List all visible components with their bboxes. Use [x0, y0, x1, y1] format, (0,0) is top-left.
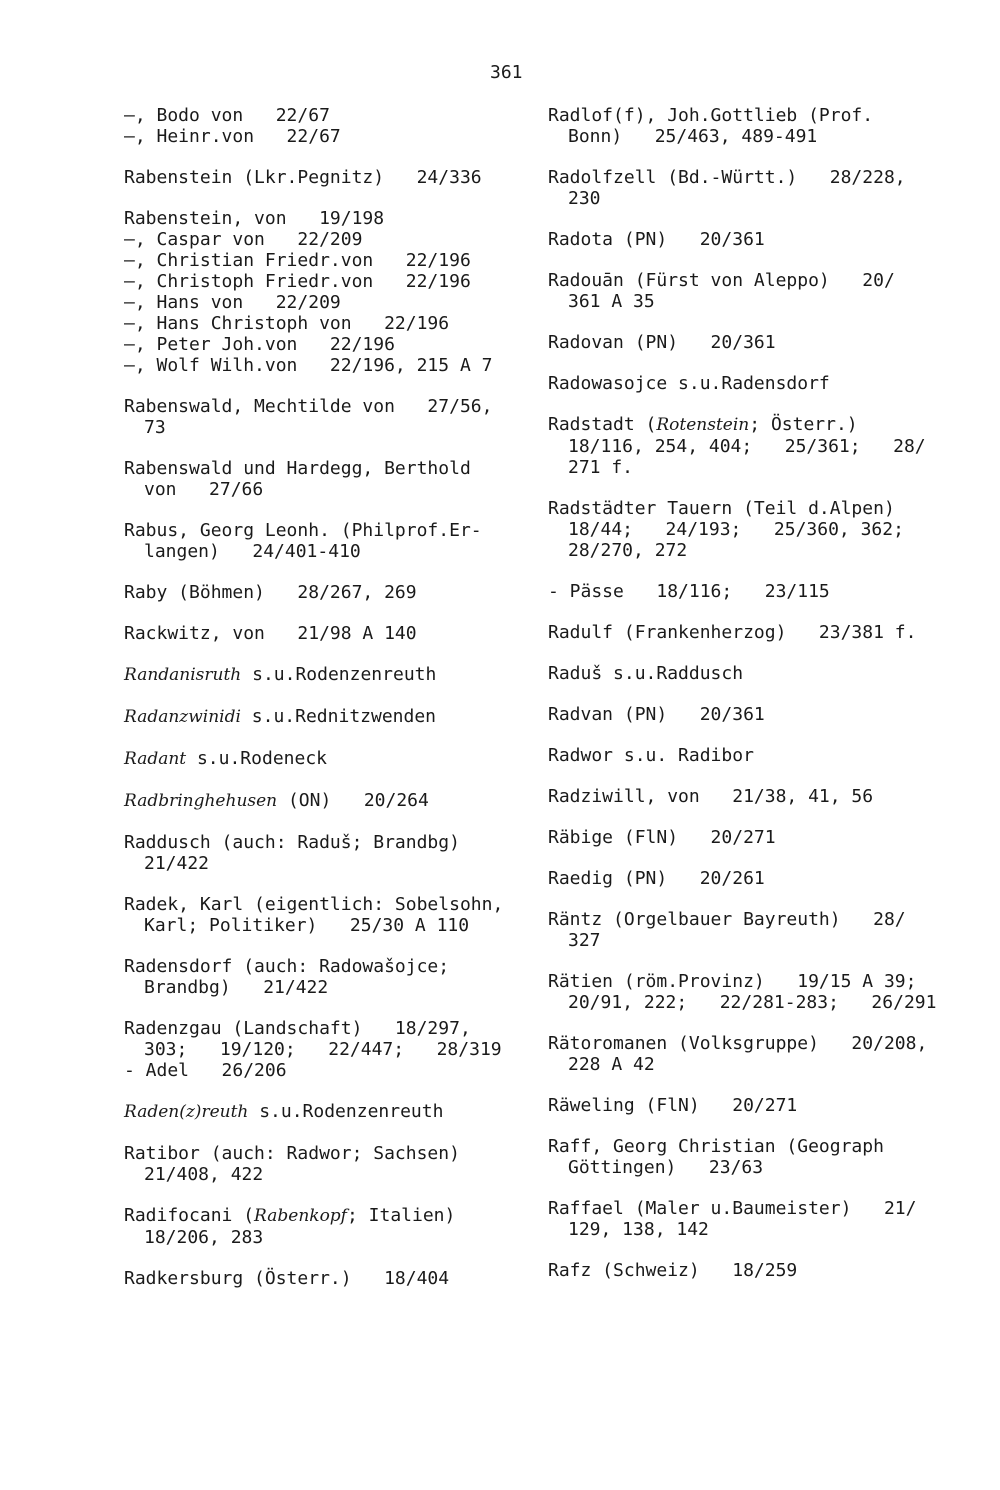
index-entry	[124, 520, 544, 562]
entry-text: Raffael (Maler u.Baumeister) 21/	[548, 1198, 917, 1219]
index-entry	[548, 1095, 988, 1116]
entry-text: Radek, Karl (eigentlich: Sobelsohn,	[124, 894, 504, 915]
index-entry	[124, 832, 544, 874]
index-entry	[124, 208, 544, 229]
entry-text: Radolfzell (Bd.-Württ.) 28/228,	[548, 167, 906, 188]
entry-text: - Pässe 18/116; 23/115	[548, 581, 830, 602]
entry-text: Radstadt (	[548, 414, 657, 435]
entry-text: Raddusch (auch: Raduš; Brandbg)	[124, 832, 460, 853]
entry-line	[124, 664, 544, 686]
entry-line	[548, 414, 988, 436]
entry-text: Radvan (PN) 20/361	[548, 704, 765, 725]
entry-line	[124, 417, 544, 438]
entry-line	[548, 1033, 988, 1054]
entry-text: Räweling (FlN) 20/271	[548, 1095, 798, 1116]
entry-line	[124, 706, 544, 728]
entry-text: 18/206, 283	[144, 1227, 264, 1248]
entry-line	[548, 270, 988, 291]
index-column-left	[124, 105, 544, 1309]
entry-line	[124, 355, 544, 376]
index-entry	[548, 105, 988, 147]
entry-text: —, Hans Christoph von 22/196	[124, 313, 450, 334]
index-entry	[124, 105, 544, 126]
entry-line	[548, 992, 988, 1013]
entry-text: 21/408, 422	[144, 1164, 264, 1185]
entry-line	[548, 1095, 988, 1116]
entry-text: —, Heinr.von 22/67	[124, 126, 341, 147]
entry-line	[124, 167, 544, 188]
index-entry	[124, 894, 544, 936]
entry-line	[124, 853, 544, 874]
entry-line	[548, 971, 988, 992]
entry-line	[548, 457, 988, 478]
index-entry	[124, 313, 544, 334]
entry-text: Radziwill, von 21/38, 41, 56	[548, 786, 874, 807]
entry-text: s.u.Rodenzenreuth	[241, 664, 437, 685]
index-entry	[124, 126, 544, 147]
index-entry	[124, 250, 544, 271]
entry-italic-term: Rabenkopf	[254, 1206, 347, 1226]
entry-text: —, Hans von 22/209	[124, 292, 341, 313]
index-entry	[548, 909, 988, 951]
entry-line	[548, 581, 988, 602]
entry-text: Räbige (FlN) 20/271	[548, 827, 776, 848]
entry-line	[124, 894, 544, 915]
entry-text: Raduš s.u.Raddusch	[548, 663, 744, 684]
index-entry	[548, 868, 988, 889]
entry-text: 73	[144, 417, 166, 438]
entry-line	[548, 229, 988, 250]
index-entry	[124, 1018, 544, 1060]
entry-text: Radwor s.u. Radibor	[548, 745, 754, 766]
entry-text: Radensdorf (auch: Radowašojce;	[124, 956, 450, 977]
index-entry	[124, 956, 544, 998]
index-entry	[124, 1143, 544, 1185]
entry-line	[548, 1198, 988, 1219]
entry-line	[548, 188, 988, 209]
entry-text: Radlof(f), Joh.Gottlieb (Prof.	[548, 105, 874, 126]
entry-text: Karl; Politiker) 25/30 A 110	[144, 915, 470, 936]
entry-italic-term: Radanzwinidi	[124, 707, 241, 727]
entry-line	[124, 250, 544, 271]
entry-italic-term: Radant	[124, 749, 187, 769]
entry-text: von 27/66	[144, 479, 264, 500]
entry-text: Radota (PN) 20/361	[548, 229, 765, 250]
entry-text: Brandbg) 21/422	[144, 977, 329, 998]
entry-line	[124, 541, 544, 562]
entry-text: 20/91, 222; 22/281-283; 26/291	[568, 992, 937, 1013]
entry-line	[548, 745, 988, 766]
entry-text: Rabenstein, von 19/198	[124, 208, 385, 229]
entry-text: 361 A 35	[568, 291, 655, 312]
entry-line	[548, 1219, 988, 1240]
entry-text: s.u.Rodenzenreuth	[248, 1101, 444, 1122]
entry-line	[548, 1157, 988, 1178]
entry-text: —, Peter Joh.von 22/196	[124, 334, 395, 355]
entry-text: Räntz (Orgelbauer Bayreuth) 28/	[548, 909, 906, 930]
entry-text: Rabenstein (Lkr.Pegnitz) 24/336	[124, 167, 482, 188]
entry-line	[548, 498, 988, 519]
entry-text: 271 f.	[568, 457, 634, 478]
entry-line	[548, 930, 988, 951]
entry-line	[124, 105, 544, 126]
index-entry	[124, 167, 544, 188]
index-entry	[124, 458, 544, 500]
entry-text: Radkersburg (Österr.) 18/404	[124, 1268, 450, 1289]
entry-line	[124, 1101, 544, 1123]
entry-line	[124, 396, 544, 417]
index-entry	[124, 582, 544, 603]
index-entry	[124, 355, 544, 376]
entry-line	[124, 292, 544, 313]
entry-line	[124, 623, 544, 644]
entry-text: Radowasojce s.u.Radensdorf	[548, 373, 830, 394]
entry-text: 18/44; 24/193; 25/360, 362;	[568, 519, 904, 540]
index-entry	[124, 271, 544, 292]
index-entry	[548, 270, 988, 312]
index-entry	[124, 664, 544, 686]
entry-italic-term: Rotenstein	[656, 415, 750, 435]
index-entry	[548, 704, 988, 725]
entry-line	[124, 1039, 544, 1060]
index-entry	[548, 1033, 988, 1075]
entry-line	[124, 956, 544, 977]
entry-text: Rafz (Schweiz) 18/259	[548, 1260, 798, 1281]
index-entry	[124, 706, 544, 728]
entry-text: Radenzgau (Landschaft) 18/297,	[124, 1018, 471, 1039]
entry-line	[548, 105, 988, 126]
index-entry	[548, 167, 988, 209]
entry-line	[124, 334, 544, 355]
entry-line	[548, 373, 988, 394]
entry-line	[548, 1054, 988, 1075]
entry-line	[124, 582, 544, 603]
index-entry	[124, 334, 544, 355]
entry-text: Raff, Georg Christian (Geograph	[548, 1136, 884, 1157]
index-entry	[124, 1268, 544, 1289]
entry-text: 327	[568, 930, 601, 951]
index-entry	[124, 1101, 544, 1123]
entry-line	[548, 1136, 988, 1157]
index-entry	[124, 396, 544, 438]
entry-line	[124, 313, 544, 334]
entry-text: 18/116, 254, 404; 25/361; 28/	[568, 436, 926, 457]
entry-text: Göttingen) 23/63	[568, 1157, 764, 1178]
index-entry	[548, 827, 988, 848]
entry-italic-term: Radbringhehusen	[124, 791, 278, 811]
entry-line	[124, 1060, 544, 1081]
entry-line	[548, 436, 988, 457]
entry-text: Radulf (Frankenherzog) 23/381 f.	[548, 622, 917, 643]
entry-line	[548, 868, 988, 889]
entry-text: langen) 24/401-410	[144, 541, 361, 562]
entry-line	[124, 1018, 544, 1039]
entry-italic-term: Randanisruth	[124, 665, 242, 685]
entry-line	[548, 786, 988, 807]
entry-line	[124, 208, 544, 229]
entry-text: Radstädter Tauern (Teil d.Alpen)	[548, 498, 895, 519]
index-entry	[124, 1205, 544, 1248]
entry-text: Rabus, Georg Leonh. (Philprof.Er-	[124, 520, 482, 541]
entry-text: Rabenswald, Mechtilde von 27/56,	[124, 396, 493, 417]
entry-text: Bonn) 25/463, 489-491	[568, 126, 818, 147]
entry-text: Rätien (röm.Provinz) 19/15 A 39;	[548, 971, 917, 992]
entry-text: —, Christoph Friedr.von 22/196	[124, 271, 471, 292]
entry-text: 228 A 42	[568, 1054, 655, 1075]
entry-line	[124, 271, 544, 292]
entry-line	[124, 520, 544, 541]
index-entry	[124, 1060, 544, 1081]
entry-text: 28/270, 272	[568, 540, 688, 561]
entry-line	[124, 126, 544, 147]
index-entry	[548, 622, 988, 643]
entry-line	[124, 1227, 544, 1248]
entry-line	[124, 1143, 544, 1164]
entry-line	[548, 663, 988, 684]
entry-text: Raby (Böhmen) 28/267, 269	[124, 582, 417, 603]
index-entry	[124, 748, 544, 770]
index-entry	[124, 229, 544, 250]
entry-line	[548, 126, 988, 147]
index-entry	[548, 581, 988, 602]
entry-text: Radouān (Fürst von Aleppo) 20/	[548, 270, 895, 291]
entry-text: —, Christian Friedr.von 22/196	[124, 250, 471, 271]
entry-text: Raedig (PN) 20/261	[548, 868, 765, 889]
entry-line	[124, 229, 544, 250]
index-entry	[548, 745, 988, 766]
index-entry	[548, 786, 988, 807]
entry-text: Radifocani (	[124, 1205, 255, 1226]
index-entry	[124, 292, 544, 313]
index-entry	[548, 1136, 988, 1178]
index-entry	[548, 663, 988, 684]
entry-text: Radovan (PN) 20/361	[548, 332, 776, 353]
entry-line	[548, 1260, 988, 1281]
entry-line	[548, 540, 988, 561]
entry-text: 230	[568, 188, 601, 209]
index-entry	[124, 790, 544, 812]
entry-line	[124, 1205, 544, 1227]
entry-text: s.u.Rodeneck	[186, 748, 328, 769]
index-entry	[548, 332, 988, 353]
entry-text: ; Österr.)	[749, 414, 858, 435]
index-entry	[548, 1260, 988, 1281]
entry-text: Ratibor (auch: Radwor; Sachsen)	[124, 1143, 460, 1164]
entry-text: —, Wolf Wilh.von 22/196, 215 A 7	[124, 355, 493, 376]
entry-line	[124, 458, 544, 479]
index-entry	[548, 414, 988, 478]
entry-line	[548, 909, 988, 930]
entry-text: (ON) 20/264	[277, 790, 429, 811]
entry-line	[124, 1268, 544, 1289]
entry-line	[124, 479, 544, 500]
index-entry	[124, 623, 544, 644]
entry-line	[548, 332, 988, 353]
entry-text: s.u.Rednitzwenden	[240, 706, 437, 727]
entry-line	[548, 519, 988, 540]
entry-line	[124, 915, 544, 936]
entry-text: —, Bodo von 22/67	[124, 105, 330, 126]
index-entry	[548, 971, 988, 1013]
index-entry	[548, 498, 988, 561]
entry-text: ; Italien)	[346, 1205, 456, 1226]
entry-line	[124, 1164, 544, 1185]
entry-line	[548, 167, 988, 188]
entry-line	[124, 977, 544, 998]
entry-line	[124, 790, 544, 812]
entry-text: 303; 19/120; 22/447; 28/319	[144, 1039, 502, 1060]
entry-text: 21/422	[144, 853, 210, 874]
index-column-right	[548, 105, 988, 1301]
entry-text: Rackwitz, von 21/98 A 140	[124, 623, 417, 644]
entry-line	[548, 704, 988, 725]
entry-italic-term: Raden(z)reuth	[124, 1102, 249, 1122]
entry-text: Rabenswald und Hardegg, Berthold	[124, 458, 471, 479]
entry-text: 129, 138, 142	[568, 1219, 709, 1240]
entry-text: Rätoromanen (Volksgruppe) 20/208,	[548, 1033, 928, 1054]
entry-line	[548, 291, 988, 312]
index-entry	[548, 1198, 988, 1240]
entry-line	[548, 622, 988, 643]
entry-line	[124, 832, 544, 853]
entry-text: —, Caspar von 22/209	[124, 229, 363, 250]
page-number: 361	[490, 62, 523, 83]
entry-text: - Adel 26/206	[124, 1060, 287, 1081]
index-entry	[548, 373, 988, 394]
entry-line	[124, 748, 544, 770]
index-entry	[548, 229, 988, 250]
entry-line	[548, 827, 988, 848]
